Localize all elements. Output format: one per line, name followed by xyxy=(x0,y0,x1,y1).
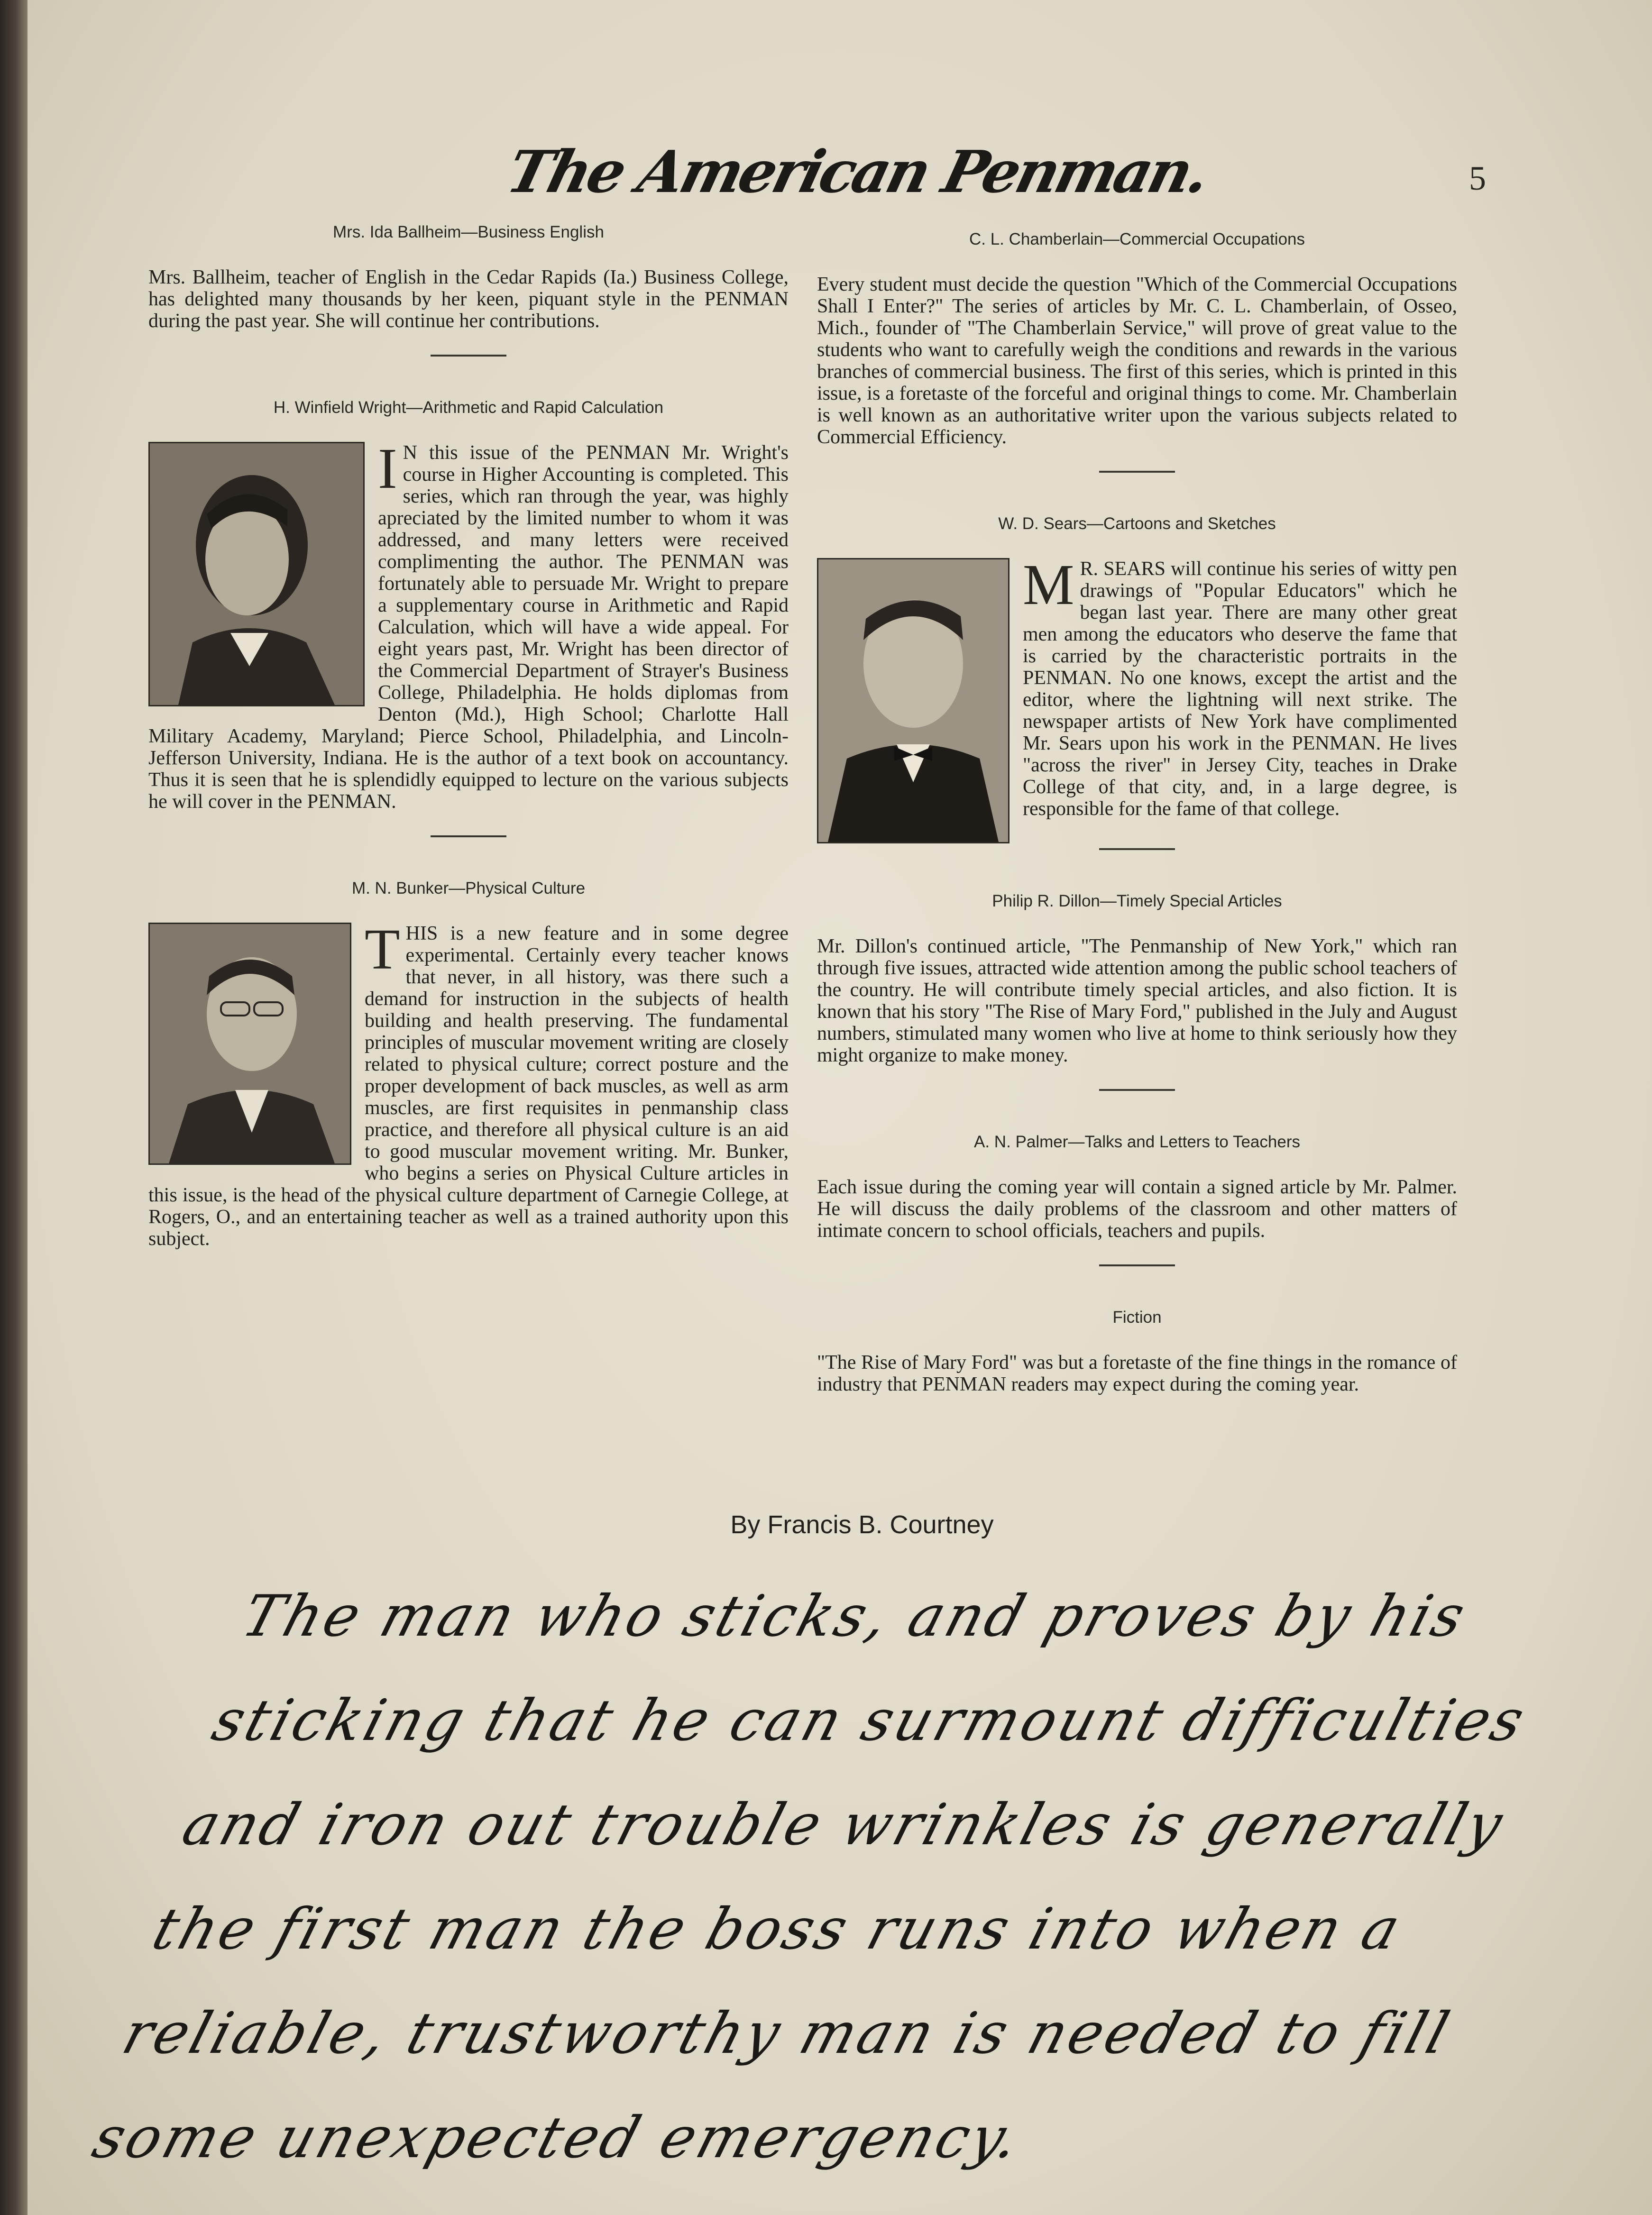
article-text: Each issue during the coming year will contain a signed article by Mr. Palmer. He will discuss the daily problems of the classroom and other matters of intimate concern to school officials, teachers and pupils. xyxy=(817,1176,1457,1242)
article-text: "The Rise of Mary Ford" was but a foretaste of the fine things in the romance of industry that PENMAN readers may expect during the coming year. xyxy=(817,1352,1457,1395)
article-heading: M. N. Bunker—Physical Culture xyxy=(351,879,586,897)
article-dillon xyxy=(817,892,1457,1066)
article-bunker xyxy=(148,879,789,1250)
article-text: Every student must decide the question "Which of the Commercial Occupations Shall I Enter?" The series of articles by Mr. C. L. Chamberlain, of Osseo, Mich., founder of "The Chamberlain Service," will prove of great value to the students who want to carefully weigh the conditions and rewards in the various branches of commercial business. The first of this series, which is printed in this issue, is a foretaste of the forceful and original things to come. Mr. Chamberlain is well known as an authoritative writer upon the various subjects related to Commercial Efficiency. xyxy=(817,274,1457,448)
portrait-photo-bunker xyxy=(148,923,351,1165)
section-divider xyxy=(431,355,506,357)
article-heading: C. L. Chamberlain—Commercial Occupations xyxy=(969,230,1305,248)
article-fiction xyxy=(817,1308,1457,1395)
portrait-photo-sears xyxy=(817,558,1010,843)
section-divider xyxy=(431,835,506,837)
article-heading: H. Winfield Wright—Arithmetic and Rapid Calculation xyxy=(273,398,664,417)
article-chamberlain xyxy=(817,230,1457,448)
article-heading: W. D. Sears—Cartoons and Sketches xyxy=(998,514,1276,533)
article-heading: Philip R. Dillon—Timely Special Articles xyxy=(992,892,1282,910)
article-text: Mrs. Ballheim, teacher of English in the Cedar Rapids (Ia.) Business College, has delighted many thousands by her keen, piquant style in the PENMAN during the past year. She will continue her contributions. xyxy=(148,266,789,332)
section-divider xyxy=(1099,848,1175,850)
article-heading: Mrs. Ida Ballheim—Business English xyxy=(333,223,604,241)
script-line: sticking that he can surmount difficulties xyxy=(205,1688,1534,1754)
right-column xyxy=(817,230,1457,1395)
script-line: The man who sticks, and proves by his xyxy=(235,1583,1475,1649)
article-palmer xyxy=(817,1133,1457,1242)
article-wright xyxy=(148,398,789,813)
script-specimen xyxy=(80,1565,1597,2190)
article-heading: Fiction xyxy=(1112,1308,1162,1327)
script-byline: By Francis B. Courtney xyxy=(730,1510,994,1539)
drop-cap: I xyxy=(378,437,397,501)
article-ballheim xyxy=(148,223,789,332)
book-binding xyxy=(0,0,28,2215)
section-divider xyxy=(1099,1264,1175,1266)
script-line: and iron out trouble wrinkles is generally xyxy=(175,1792,1513,1858)
article-text: THIS is a new feature and in some degree experimental. Certainly every teacher knows that never, in all history, was there such a demand for instruction in the subjects of health building and health preserving. The fundamental principles of muscular movement writing are closely related to physical culture; correct posture and the proper development of back muscles, as well as arm muscles, are first requisites in penmanship class practice, and therefore all physical culture is an aid to good muscular movement writing. Mr. Bunker, who begins a series on Physical Culture articles in this issue, is the head of the physical culture department of Carnegie College, at Rogers, O., and an entertaining teacher as well as a trained authority upon this subject. xyxy=(148,917,789,1250)
script-line: reliable, trustworthy man is needed to fill xyxy=(115,2001,1459,2067)
section-divider xyxy=(1099,1089,1175,1091)
page-number: 5 xyxy=(1469,159,1486,197)
article-heading: A. N. Palmer—Talks and Letters to Teachers xyxy=(974,1133,1300,1151)
drop-cap: T xyxy=(365,917,400,981)
section-divider xyxy=(1099,471,1175,473)
script-line: the first man the boss runs into when a xyxy=(145,1896,1410,1962)
article-sears xyxy=(817,514,1457,820)
drop-cap: M xyxy=(1023,553,1074,617)
article-text: I N this issue of the PENMAN Mr. Wright's course in Higher Accounting is completed. This series, which ran through the year, was highly apreciated by the limited number to whom it was addressed, and many letters were received complimenting the author. The PENMAN was fortunately able to persuade Mr. Wright to prepare a supplementary course in Arithmetic and Rapid Calculation, which will have a wide appeal. For eight years past, Mr. Wright has been director of the Commercial Department of Strayer's Business College, Philadelphia. He holds diplomas from Denton (Md.), High School; Charlotte Hall Military Academy, Maryland; Pierce School, Philadelphia, and Lincoln-Jefferson University, Indiana. He is the author of a text book on accountancy. Thus it is seen that he is splendidly equipped to lecture on the various subjects he will cover in the PENMAN. xyxy=(148,437,789,813)
script-line: some unexpected emergency. xyxy=(85,2105,1030,2171)
portrait-photo-wright xyxy=(148,442,365,706)
masthead-title: The American Penman. xyxy=(500,137,1215,206)
left-column xyxy=(148,223,789,1250)
article-text: Mr. Dillon's continued article, "The Penmanship of New York," which ran through five issues, attracted wide attention among the public school teachers of the country. He will contribute timely special articles, and also fiction. It is known that his story "The Rise of Mary Ford," published in the July and August numbers, stimulated many women who live at home to think seriously how they might organize to make money. xyxy=(817,935,1457,1066)
article-text: M R. SEARS will continue his series of witty pen drawings of "Popular Educators" which he began last year. There are many other great men among the educators who deserve the fame that is carried by the characteristic portraits in the PENMAN. No one knows, except the artist and the editor, where the lightning will next strike. The newspaper artists of New York have complimented Mr. Sears upon his work in the PENMAN. He lives "across the river" in Jersey City, teaches in Drake College of that city, and, in a large degree, is responsible for the fame of that college. xyxy=(1023,553,1457,820)
magazine-page xyxy=(28,0,1652,2215)
